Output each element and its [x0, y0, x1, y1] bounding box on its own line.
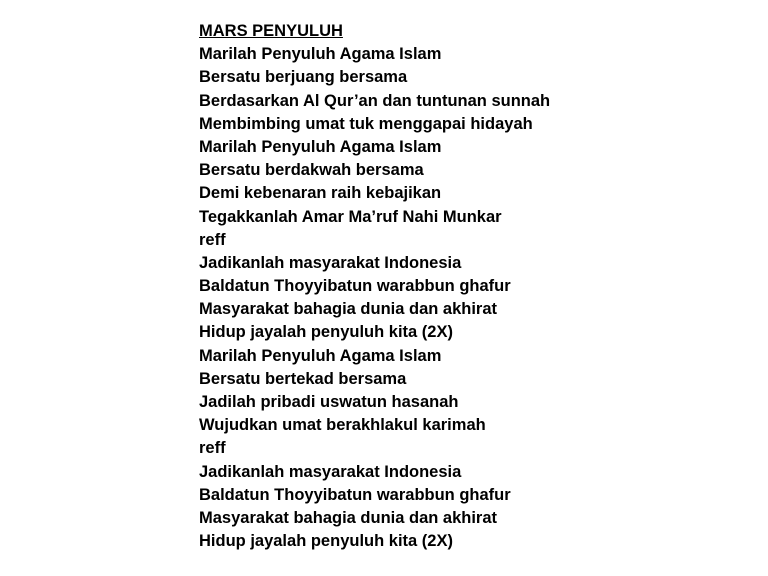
lyric-line: Berdasarkan Al Qur’an dan tuntunan sunnah [199, 91, 551, 110]
lyric-line: Marilah Penyuluh Agama Islam [199, 45, 442, 64]
lyric-line: Hidup jayalah penyuluh kita (2X) [199, 323, 453, 342]
refrain-marker: reff [199, 230, 226, 249]
lyric-line: Bersatu bertekad bersama [199, 369, 407, 388]
lyric-line: Jadikanlah masyarakat Indonesia [199, 462, 462, 481]
lyric-line: Jadikanlah masyarakat Indonesia [199, 253, 462, 272]
lyric-line: Membimbing umat tuk menggapai hidayah [199, 114, 533, 133]
lyric-line: Masyarakat bahagia dunia dan akhirat [199, 300, 498, 319]
lyric-line: Marilah Penyuluh Agama Islam [199, 137, 442, 156]
lyric-line: Bersatu berdakwah bersama [199, 161, 424, 180]
refrain-marker: reff [199, 439, 226, 458]
lyric-line: Demi kebenaran raih kebajikan [199, 184, 442, 203]
lyric-line: Hidup jayalah penyuluh kita (2X) [199, 532, 453, 551]
document-title: MARS PENYULUH [199, 22, 343, 40]
lyrics-document [199, 20, 759, 553]
lyric-line: Tegakkanlah Amar Ma’ruf Nahi Munkar [199, 207, 502, 226]
lyric-line: Bersatu berjuang bersama [199, 68, 408, 87]
lyric-line: Wujudkan umat berakhlakul karimah [199, 416, 486, 435]
lyric-line: Marilah Penyuluh Agama Islam [199, 346, 442, 365]
lyric-line: Jadilah pribadi uswatun hasanah [199, 393, 459, 411]
lyrics-lines [199, 43, 759, 553]
lyric-line: Baldatun Thoyyibatun warabbun ghafur [199, 277, 511, 296]
lyric-line: Masyarakat bahagia dunia dan akhirat [199, 508, 498, 527]
lyric-line: Baldatun Thoyyibatun warabbun ghafur [199, 485, 511, 504]
